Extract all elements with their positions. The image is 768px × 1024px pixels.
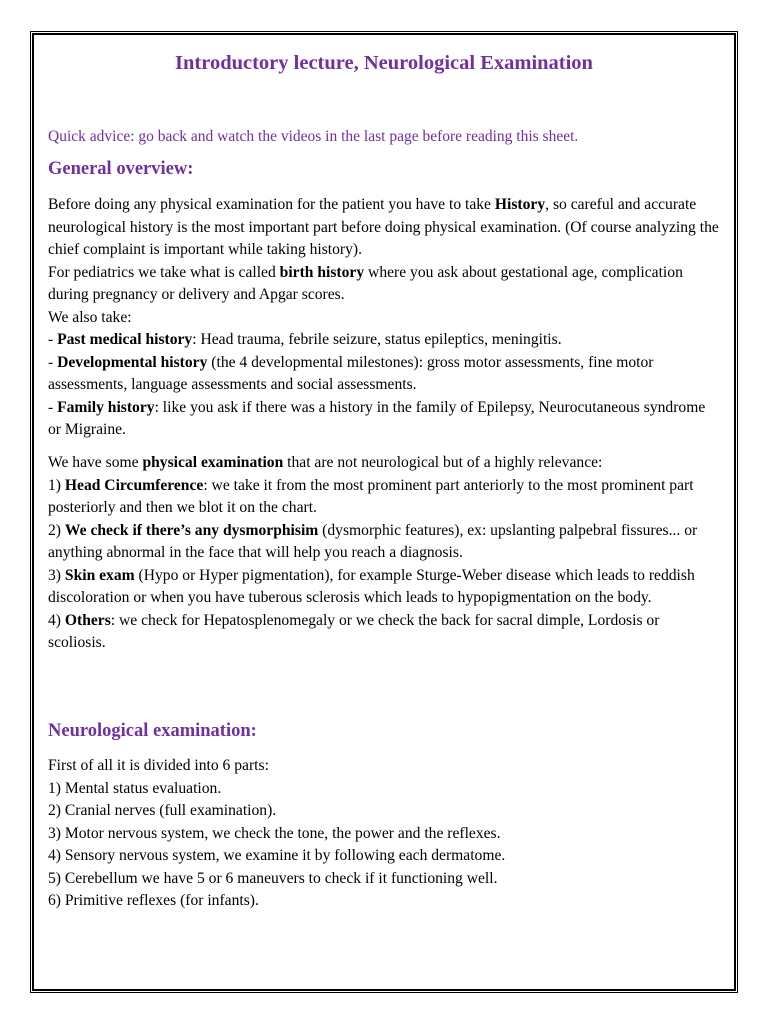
document-title: Introductory lecture, Neurological Examination: [175, 52, 593, 74]
neurological-examination-heading: Neurological examination:: [48, 721, 257, 741]
family-history-item: - Family history: like you ask if there was a history in the family of Epilepsy, Neurocutaneous syndrome or Migraine.: [48, 398, 706, 438]
neuro-item: 1) Mental status evaluation.: [48, 779, 222, 797]
neuro-item: 3) Motor nervous system, we check the tone, the power and the reflexes.: [48, 824, 501, 842]
history-paragraph: Before doing any physical examination for the patient you have to take History, so careful and accurate neurological history is the most important part before doing physical examination. (Of course analyzing the chief complaint is important while taking history).: [48, 196, 719, 258]
also-take-line: We also take:: [48, 308, 132, 326]
physical-examination-section: [48, 452, 720, 655]
neuro-item: 5) Cerebellum we have 5 or 6 maneuvers to check if it functioning well.: [48, 869, 498, 887]
physical-exam-item: 3) Skin exam (Hypo or Hyper pigmentation), for example Sturge-Weber disease which leads to reddish discoloration or when you have tuberous sclerosis which leads to hypopigmentation on the body.: [48, 566, 695, 606]
physical-exam-item: 4) Others: we check for Hepatosplenomegaly or we check the back for sacral dimple, Lordosis or scoliosis.: [48, 611, 660, 651]
physical-exam-item: 1) Head Circumference: we take it from the most prominent part anteriorly to the most prominent part posteriorly and then we blot it on the chart.: [48, 476, 694, 516]
neurological-examination-section: [48, 755, 720, 913]
physical-exam-intro: We have some physical examination that are not neurological but of a highly relevance:: [48, 454, 603, 471]
neuro-intro: First of all it is divided into 6 parts:: [48, 757, 269, 774]
neuro-item: 4) Sensory nervous system, we examine it by following each dermatome.: [48, 847, 506, 864]
developmental-history-item: - Developmental history (the 4 developmental milestones): gross motor assessments, fine motor assessments, language assessments and social assessments.: [48, 353, 654, 393]
physical-exam-item: 2) We check if there’s any dysmorphisim (dysmorphic features), ex: upslanting palpebral fissures... or anything abnormal in the face that will help you reach a diagnosis.: [48, 521, 698, 561]
document-content: [48, 35, 720, 909]
birth-history-paragraph: For pediatrics we take what is called birth history where you ask about gestational age, complication during pregnancy or delivery and Apgar scores.: [48, 263, 683, 303]
general-overview-section: [48, 194, 720, 442]
general-overview-heading: General overview:: [48, 159, 194, 179]
inner-border: [33, 34, 735, 990]
page-border: [30, 31, 738, 993]
quick-advice: Quick advice: go back and watch the videos in the last page before reading this sheet.: [48, 128, 579, 145]
neuro-item: 2) Cranial nerves (full examination).: [48, 802, 277, 819]
past-medical-history-item: - Past medical history: Head trauma, febrile seizure, status epileptics, meningitis.: [48, 331, 562, 348]
neuro-item: 6) Primitive reflexes (for infants).: [48, 892, 259, 909]
